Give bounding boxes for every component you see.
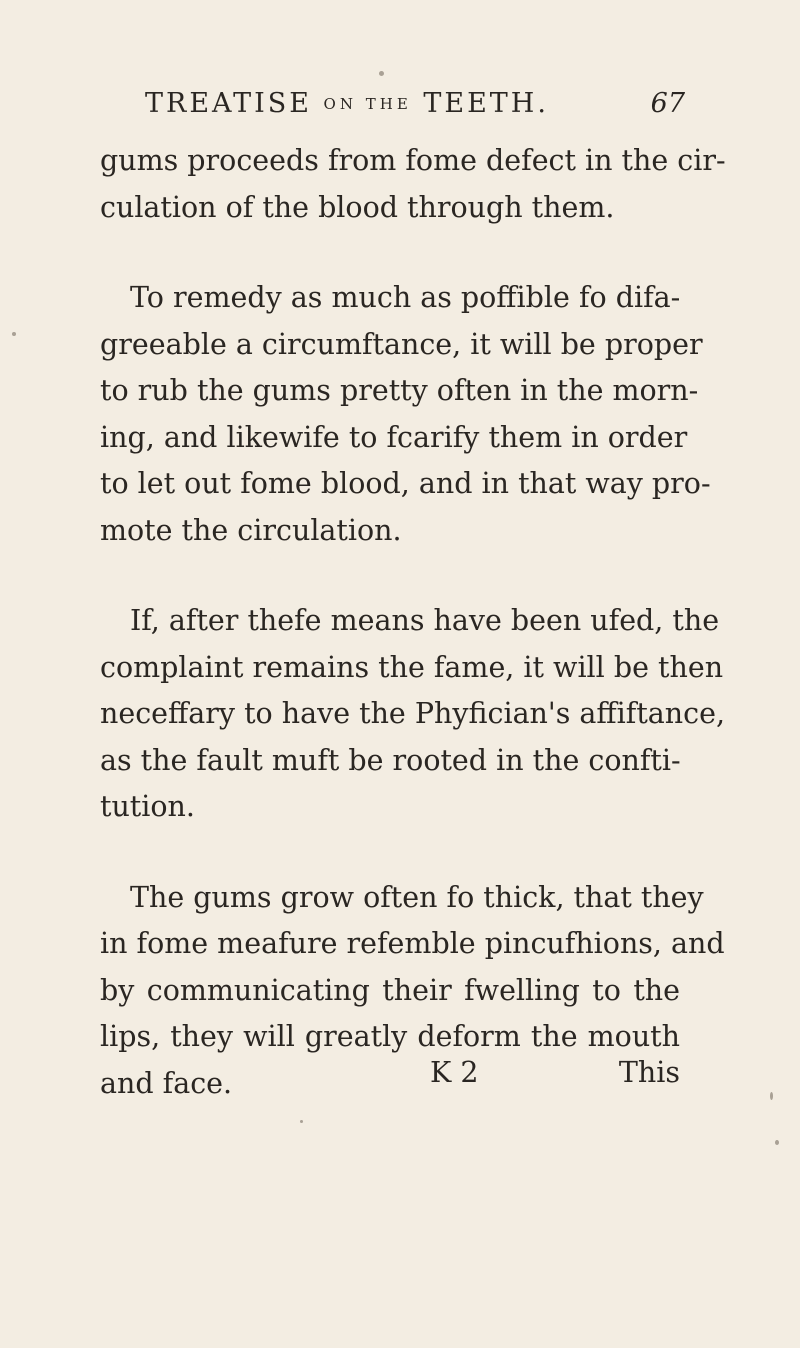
- text-line: To remedy as much as poffible fo difa-: [130, 281, 681, 314]
- text-line: complaint remains the fame, it will be then: [100, 650, 724, 684]
- running-title-start: TREATISE: [145, 88, 312, 119]
- running-header: [145, 88, 685, 128]
- page-number: 67: [650, 88, 685, 119]
- text-line: ing, and likewife to fcarify them in order: [100, 420, 688, 454]
- paragraph: [100, 598, 726, 831]
- running-title: [145, 88, 549, 119]
- ink-speck: [12, 332, 16, 336]
- text-line: and face.: [100, 1066, 233, 1100]
- paragraph: [100, 138, 726, 231]
- text-line: to let out fome blood, and in that way pro-: [100, 467, 711, 500]
- page-footer: [100, 1056, 680, 1096]
- text-line: The gums grow often fo thick, that they: [130, 880, 704, 914]
- running-title-end: TEETH.: [423, 88, 549, 119]
- text-line: to rub the gums pretty often in the morn-: [100, 374, 699, 407]
- paragraph: [100, 275, 711, 554]
- body-text: [100, 138, 726, 1107]
- text-line: gums proceeds from fome defect in the cir-: [100, 144, 726, 177]
- text-line: greeable a circumftance, it will be proper: [100, 327, 703, 361]
- signature-mark: K 2: [430, 1056, 479, 1089]
- running-title-connector: ON THE: [323, 95, 412, 113]
- text-line: culation of the blood through them.: [100, 190, 615, 224]
- ink-speck: [379, 71, 384, 76]
- text-line: neceffary to have the Phyfician's affiftance,: [100, 697, 726, 730]
- ink-speck: [770, 1092, 773, 1100]
- text-line: as the fault muft be rooted in the confti-: [100, 743, 681, 777]
- text-line: If, after thefe means have been ufed, the: [130, 604, 720, 637]
- text-line: mote the circulation.: [100, 513, 402, 547]
- catchword: This: [618, 1056, 680, 1089]
- text-line: by communicating their fwelling to the: [100, 973, 680, 1007]
- ink-speck: [775, 1140, 779, 1145]
- ink-speck: [300, 1120, 303, 1123]
- text-line: in fome meafure refemble pincufhions, and: [100, 927, 725, 960]
- text-line: lips, they will greatly deform the mouth: [100, 1020, 680, 1053]
- text-line: tution.: [100, 790, 195, 823]
